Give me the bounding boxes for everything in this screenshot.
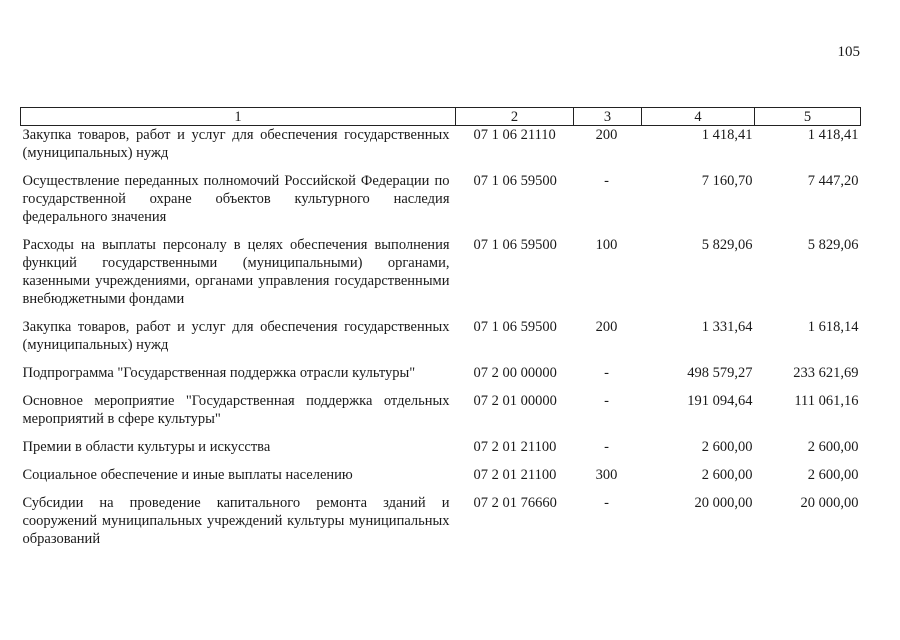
row-value-year-1: 7 160,70 (701, 173, 753, 189)
row-expense-type: 100 (595, 237, 618, 253)
row-value-year-2: 111 061,16 (794, 393, 859, 409)
row-value-year-1: 2 600,00 (701, 467, 753, 483)
row-expense-type: - (604, 393, 609, 409)
row-value-year-1: 1 418,41 (701, 127, 753, 143)
header-col-1: 1 (21, 108, 456, 126)
table-row (21, 318, 861, 364)
row-name: Основное мероприятие "Государственная поддержка отдельных мероприятий в сфере культуры" (22, 393, 450, 427)
row-code: 07 2 00 00000 (473, 365, 557, 381)
row-expense-type: - (604, 173, 609, 189)
row-code: 07 2 01 00000 (473, 393, 557, 409)
row-value-year-1: 20 000,00 (694, 495, 753, 511)
header-col-2: 2 (456, 108, 574, 126)
row-expense-type: - (604, 495, 609, 511)
row-value-year-2: 2 600,00 (807, 439, 859, 455)
row-expense-type: - (604, 365, 609, 381)
row-value-year-1: 498 579,27 (687, 365, 753, 381)
row-expense-type: 200 (595, 127, 618, 143)
row-name: Социальное обеспечение и иные выплаты населению (22, 467, 353, 483)
budget-table (20, 107, 861, 558)
row-code: 07 2 01 21100 (473, 467, 557, 483)
row-expense-type: - (604, 439, 609, 455)
row-expense-type: 300 (595, 467, 618, 483)
row-value-year-2: 2 600,00 (807, 467, 859, 483)
row-value-year-2: 1 418,41 (807, 127, 859, 143)
table-row (21, 392, 861, 438)
row-value-year-2: 233 621,69 (793, 365, 859, 381)
row-code: 07 2 01 76660 (473, 495, 557, 511)
row-value-year-1: 2 600,00 (701, 439, 753, 455)
row-value-year-1: 191 094,64 (687, 393, 753, 409)
row-name: Подпрограмма "Государственная поддержка отрасли культуры" (22, 365, 416, 381)
row-code: 07 1 06 21110 (473, 127, 556, 143)
table-row (21, 364, 861, 392)
row-code: 07 1 06 59500 (473, 173, 557, 189)
row-value-year-2: 1 618,14 (807, 319, 859, 335)
header-col-5: 5 (755, 108, 861, 126)
table-header (21, 108, 861, 126)
row-value-year-2: 20 000,00 (800, 495, 859, 511)
table-row (21, 494, 861, 558)
header-col-3: 3 (574, 108, 642, 126)
row-name: Расходы на выплаты персоналу в целях обеспечения выполнения функций государственными (муниципальными) органами, казенными учреждениями, органами управления государственными внебюджетными фондами (22, 237, 450, 307)
row-value-year-2: 7 447,20 (807, 173, 859, 189)
table-row (21, 466, 861, 494)
row-name: Субсидии на проведение капитального ремонта зданий и сооружений муниципальных учреждений культуры муниципальных образований (22, 495, 450, 547)
row-name: Закупка товаров, работ и услуг для обеспечения государственных (муниципальных) нужд (22, 319, 450, 353)
header-col-4: 4 (642, 108, 755, 126)
row-name: Премии в области культуры и искусства (22, 439, 271, 455)
row-code: 07 1 06 59500 (473, 237, 557, 253)
table-row (21, 438, 861, 466)
row-code: 07 1 06 59500 (473, 319, 557, 335)
table-row (21, 236, 861, 318)
header-row (21, 108, 861, 126)
row-value-year-1: 1 331,64 (701, 319, 753, 335)
table-row (21, 172, 861, 236)
page-number: 105 (837, 44, 860, 60)
table-row (21, 126, 861, 173)
row-name: Осуществление переданных полномочий Российской Федерации по государственной охране объектов культурного наследия федерального значения (22, 173, 450, 225)
table-body (21, 126, 861, 559)
row-code: 07 2 01 21100 (473, 439, 557, 455)
row-value-year-2: 5 829,06 (807, 237, 859, 253)
row-expense-type: 200 (595, 319, 618, 335)
row-name: Закупка товаров, работ и услуг для обеспечения государственных (муниципальных) нужд (22, 127, 450, 161)
row-value-year-1: 5 829,06 (701, 237, 753, 253)
